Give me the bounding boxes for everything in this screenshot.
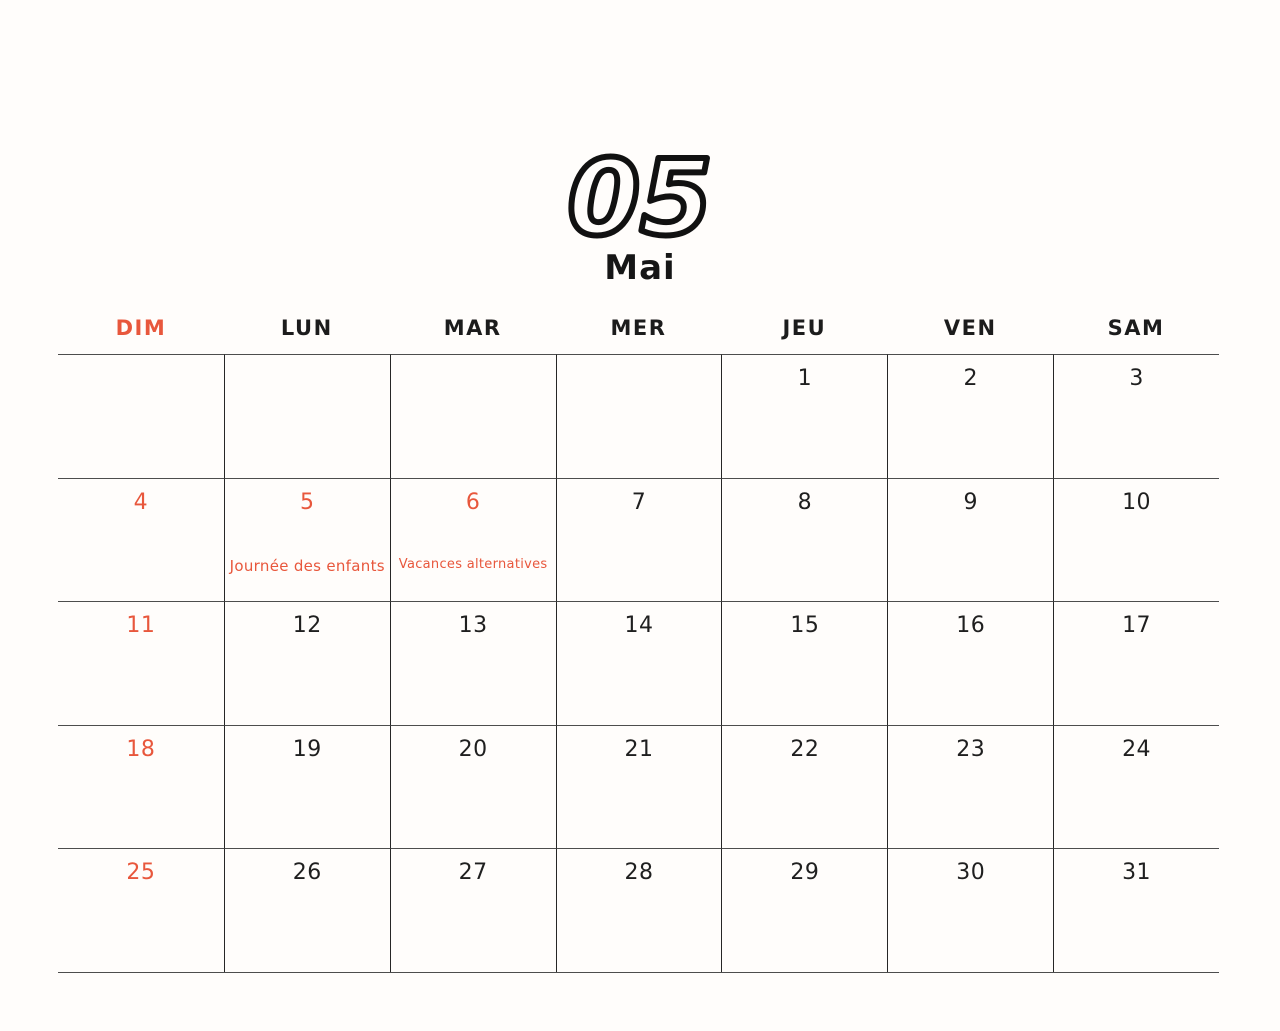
month-name: Mai <box>604 248 676 288</box>
day-cell <box>556 601 722 725</box>
day-cell <box>887 848 1053 972</box>
event-note: Journée des enfants <box>229 557 385 576</box>
day-number: 1 <box>797 366 813 391</box>
day-cell <box>224 725 390 849</box>
day-number: 28 <box>624 860 654 886</box>
day-number: 26 <box>292 860 322 886</box>
day-number: 12 <box>292 613 322 639</box>
day-cell <box>721 478 887 602</box>
day-cell <box>58 725 224 849</box>
day-cell <box>58 354 224 478</box>
day-cell <box>556 354 722 478</box>
day-cell <box>390 601 556 725</box>
day-number: 6 <box>465 489 481 515</box>
weekday-lun: LUN <box>280 316 333 340</box>
day-cell <box>721 601 887 725</box>
day-cell <box>1053 725 1219 849</box>
day-number: 18 <box>126 736 156 762</box>
day-number: 20 <box>458 736 488 762</box>
day-cell <box>224 601 390 725</box>
day-cell <box>721 354 887 478</box>
day-cell <box>58 478 224 602</box>
day-number: 25 <box>126 860 156 886</box>
day-number: 15 <box>790 613 820 639</box>
weekday-sam: SAM <box>1107 316 1165 340</box>
day-cell <box>390 354 556 478</box>
day-number: 31 <box>1122 860 1152 886</box>
weekday-mar: MAR <box>443 316 502 340</box>
day-number: 23 <box>956 736 986 762</box>
day-number: 14 <box>624 613 654 639</box>
day-cell <box>721 725 887 849</box>
day-cell <box>887 354 1053 478</box>
day-cell <box>556 478 722 602</box>
day-cell <box>556 848 722 972</box>
day-number: 24 <box>1122 736 1152 762</box>
day-cell <box>1053 601 1219 725</box>
day-cell <box>390 478 556 602</box>
day-cell <box>390 725 556 849</box>
weekday-ven: VEN <box>943 316 997 340</box>
day-cell <box>224 478 390 602</box>
day-cell <box>887 725 1053 849</box>
weekday-dim: DIM <box>115 316 167 340</box>
day-number: 27 <box>458 860 488 886</box>
day-number: 17 <box>1122 613 1152 639</box>
day-cell <box>1053 478 1219 602</box>
month-number-art <box>490 138 790 256</box>
day-cell <box>887 478 1053 602</box>
day-number: 10 <box>1122 489 1152 515</box>
day-number: 9 <box>963 489 978 515</box>
weekday-header-row <box>58 310 1219 346</box>
day-number: 11 <box>126 613 156 639</box>
day-cell <box>224 848 390 972</box>
day-number: 29 <box>790 860 820 886</box>
day-cell <box>58 601 224 725</box>
day-cell <box>1053 354 1219 478</box>
day-cell <box>556 725 722 849</box>
day-cell <box>1053 848 1219 972</box>
day-number: 16 <box>956 613 986 639</box>
day-number: 22 <box>790 736 820 762</box>
weekday-jeu: JEU <box>782 316 827 340</box>
day-number: 8 <box>797 489 813 515</box>
day-number: 2 <box>963 366 978 391</box>
day-number: 19 <box>292 736 322 762</box>
event-note: Vacances alternatives <box>398 557 548 573</box>
day-number: 30 <box>956 860 986 886</box>
day-cell <box>58 848 224 972</box>
day-number: 21 <box>624 736 654 762</box>
calendar-grid <box>58 354 1219 973</box>
day-cell <box>224 354 390 478</box>
day-number: 4 <box>133 489 149 515</box>
day-cell <box>390 848 556 972</box>
day-number: 7 <box>631 489 647 515</box>
month-number: 05 <box>567 138 713 256</box>
weekday-mer: MER <box>610 316 667 340</box>
day-number: 5 <box>300 489 315 515</box>
day-number: 13 <box>458 613 488 639</box>
day-cell <box>721 848 887 972</box>
day-cell <box>887 601 1053 725</box>
day-number: 3 <box>1129 366 1144 391</box>
